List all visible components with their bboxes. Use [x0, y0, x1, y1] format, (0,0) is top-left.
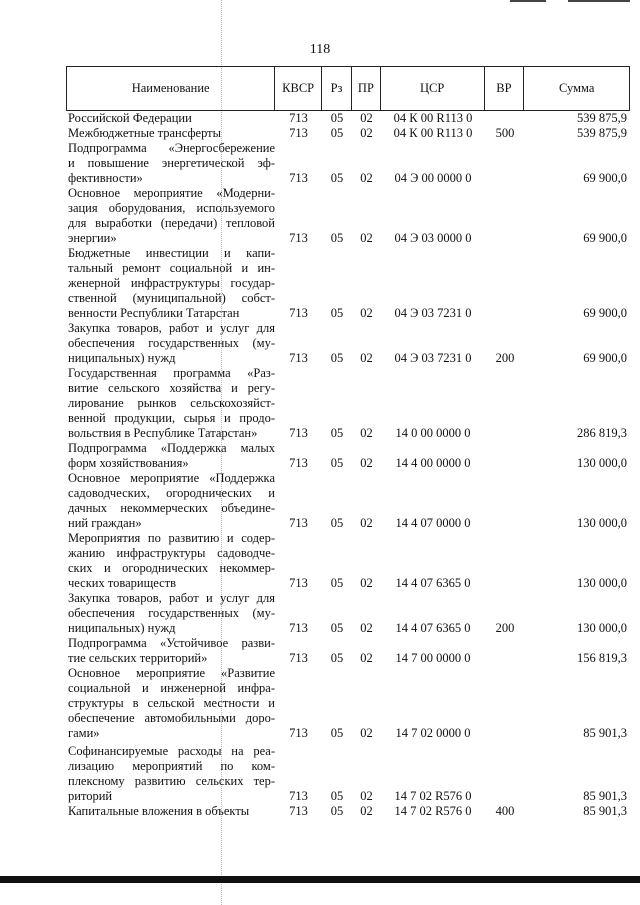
cell-name-line: ских и огороднических некоммер- — [68, 561, 275, 575]
cell-csr: 04 Э 03 0000 0 — [394, 231, 472, 245]
cell-rz: 05 — [330, 651, 344, 665]
table-header — [66, 66, 630, 111]
cell-rz: 05 — [330, 804, 344, 818]
cell-csr: 04 Э 03 7231 0 — [394, 351, 472, 365]
cell-rz: 05 — [330, 576, 344, 590]
cell-rz: 05 — [330, 306, 344, 320]
cell-kvsr: 713 — [289, 351, 308, 365]
cell-rz: 05 — [330, 351, 344, 365]
cell-pr: 02 — [360, 456, 373, 470]
cell-kvsr: 713 — [289, 726, 308, 740]
header-sum: Сумма — [558, 81, 595, 95]
cell-name — [66, 141, 275, 186]
cell-name-line: зация оборудования, используемого — [68, 201, 275, 215]
cell-csr: 14 7 02 R576 0 — [394, 804, 472, 818]
cell-pr: 02 — [360, 789, 373, 803]
cell-name-line: тие сельских территорий» — [68, 651, 208, 665]
cell-rz: 05 — [330, 171, 344, 185]
cell-name-line: плексному развитию сельских тер- — [68, 774, 275, 788]
cell-sum: 85 901,3 — [583, 804, 627, 818]
cell-kvsr: 713 — [289, 456, 308, 470]
cell-csr: 04 К 00 R113 0 — [393, 126, 473, 140]
cell-sum: 69 900,0 — [583, 351, 627, 365]
cell-pr: 02 — [360, 231, 373, 245]
cell-vr: 500 — [495, 126, 515, 140]
cell-name — [66, 111, 275, 126]
cell-name — [66, 666, 275, 741]
cell-rz: 05 — [330, 126, 344, 140]
cell-csr: 04 К 00 R113 0 — [393, 111, 473, 125]
table-row — [66, 666, 630, 741]
cell-rz: 05 — [330, 426, 344, 440]
table-row — [66, 141, 630, 186]
cell-pr: 02 — [360, 651, 373, 665]
cell-name-line: Софинансируемые расходы на реа- — [68, 744, 275, 758]
table-row — [66, 744, 630, 804]
cell-kvsr: 713 — [289, 516, 308, 530]
table-row — [66, 321, 630, 366]
cell-name — [66, 441, 275, 471]
cell-name-line: фективности» — [68, 171, 143, 185]
cell-pr: 02 — [360, 576, 373, 590]
cell-csr: 14 7 02 0000 0 — [395, 726, 471, 740]
cell-name-line: Основное мероприятие «Модерни- — [68, 186, 275, 200]
cell-name — [66, 591, 275, 636]
cell-name — [66, 186, 275, 246]
table-row — [66, 126, 630, 141]
header-name: Наименование — [67, 67, 275, 110]
cell-name-line: Закупка товаров, работ и услуг для — [68, 591, 275, 605]
table-row — [66, 246, 630, 321]
cell-kvsr: 713 — [289, 804, 308, 818]
cell-sum: 286 819,3 — [577, 426, 627, 440]
cell-name-line: форм хозяйствования» — [68, 456, 189, 470]
cell-kvsr: 713 — [289, 426, 308, 440]
table-row — [66, 111, 630, 126]
cell-vr: 400 — [495, 804, 515, 818]
cell-name — [66, 744, 275, 804]
cell-name — [66, 531, 275, 591]
cell-pr: 02 — [360, 126, 373, 140]
cell-rz: 05 — [330, 621, 344, 635]
cell-pr: 02 — [360, 171, 373, 185]
table-row — [66, 471, 630, 531]
cell-name-line: и повышение энергетической эф- — [68, 156, 275, 170]
cell-name-line: Подпрограмма «Поддержка малых — [68, 441, 275, 455]
table-row — [66, 186, 630, 246]
cell-pr: 02 — [360, 351, 373, 365]
cell-name-line: тальный ремонт социальной и ин- — [68, 261, 275, 275]
cell-name-line: Основное мероприятие «Развитие — [68, 666, 275, 680]
cell-name-line: обеспечения государственных (му- — [68, 606, 275, 620]
cell-csr: 14 7 00 0000 0 — [395, 651, 471, 665]
cell-sum: 69 900,0 — [583, 231, 627, 245]
cell-name-line: ний граждан» — [68, 516, 142, 530]
cell-name-line: Капитальные вложения в объекты — [68, 804, 250, 818]
cell-name-line: ственной (муниципальной) собст- — [68, 291, 275, 305]
cell-sum: 130 000,0 — [577, 516, 627, 530]
cell-name — [66, 636, 275, 666]
cell-sum: 156 819,3 — [577, 651, 627, 665]
cell-rz: 05 — [330, 516, 344, 530]
header-kvsr: КВСР — [275, 67, 322, 110]
cell-kvsr: 713 — [289, 306, 308, 320]
scan-top-marks — [510, 0, 630, 4]
cell-kvsr: 713 — [289, 171, 308, 185]
table-row — [66, 531, 630, 591]
cell-kvsr: 713 — [289, 789, 308, 803]
cell-pr: 02 — [360, 621, 373, 635]
table-row — [66, 366, 630, 441]
table-row — [66, 591, 630, 636]
cell-pr: 02 — [360, 726, 373, 740]
cell-rz: 05 — [330, 726, 344, 740]
cell-name — [66, 246, 275, 321]
table-row — [66, 441, 630, 471]
cell-vr: 200 — [495, 351, 515, 365]
cell-name-line: женерной инфраструктуры государ- — [68, 276, 275, 290]
cell-sum: 130 000,0 — [577, 621, 627, 635]
scan-bottom-edge — [0, 876, 640, 883]
cell-name-line: Подпрограмма «Энергосбережение — [68, 141, 275, 155]
page-number: 118 — [309, 42, 331, 57]
cell-rz: 05 — [330, 231, 344, 245]
table-row — [66, 636, 630, 666]
budget-table — [66, 66, 630, 819]
cell-csr: 14 4 07 6365 0 — [395, 621, 471, 635]
cell-name-line: социальной и инженерной инфра- — [68, 681, 275, 695]
cell-csr: 14 4 07 6365 0 — [395, 576, 471, 590]
cell-name-line: гами» — [68, 726, 100, 740]
header-pr: ПР — [352, 67, 381, 110]
cell-rz: 05 — [330, 789, 344, 803]
cell-csr: 14 0 00 0000 0 — [395, 426, 471, 440]
cell-name — [66, 471, 275, 531]
cell-csr: 04 Э 00 0000 0 — [394, 171, 472, 185]
cell-name-line: риторий — [68, 789, 113, 803]
cell-sum: 130 000,0 — [577, 576, 627, 590]
cell-rz: 05 — [330, 456, 344, 470]
cell-name-line: лизацию мероприятий по ком- — [68, 759, 275, 773]
cell-kvsr: 713 — [289, 651, 308, 665]
cell-kvsr: 713 — [289, 621, 308, 635]
cell-name-line: энергии» — [68, 231, 117, 245]
cell-rz: 05 — [330, 111, 344, 125]
cell-pr: 02 — [360, 306, 373, 320]
cell-name-line: для выработки (передачи) тепловой — [68, 216, 275, 230]
cell-name-line: дачных некоммерческих объедине- — [68, 501, 275, 515]
table-row — [66, 804, 630, 819]
cell-name-line: жанию инфраструктуры садоводче- — [68, 546, 275, 560]
cell-name-line: Мероприятия по развитию и содер- — [68, 531, 275, 545]
cell-name-line: Бюджетные инвестиции и капи- — [68, 246, 275, 260]
cell-name-line: садоводческих, огороднических и — [68, 486, 275, 500]
cell-csr: 14 4 00 0000 0 — [395, 456, 471, 470]
cell-pr: 02 — [360, 516, 373, 530]
cell-kvsr: 713 — [289, 231, 308, 245]
cell-name-line: Межбюджетные трансферты — [68, 126, 222, 140]
cell-name-line: обеспечения государственных (му- — [68, 336, 275, 350]
cell-name-line: Российской Федерации — [68, 111, 192, 125]
cell-name-line: структуры в сельской местности и — [68, 696, 275, 710]
cell-name-line: ниципальных) нужд — [68, 621, 176, 635]
cell-name — [66, 804, 275, 819]
cell-sum: 539 875,9 — [577, 126, 627, 140]
cell-kvsr: 713 — [289, 576, 308, 590]
cell-name — [66, 126, 275, 141]
cell-name — [66, 321, 275, 366]
cell-sum: 85 901,3 — [583, 726, 627, 740]
cell-sum: 130 000,0 — [577, 456, 627, 470]
cell-kvsr: 713 — [289, 111, 308, 125]
cell-name-line: Закупка товаров, работ и услуг для — [68, 321, 275, 335]
cell-csr: 04 Э 03 7231 0 — [394, 306, 472, 320]
cell-name-line: Подпрограмма «Устойчивое разви- — [68, 636, 275, 650]
cell-name-line: ческих товариществ — [68, 576, 177, 590]
cell-sum: 69 900,0 — [583, 306, 627, 320]
cell-pr: 02 — [360, 426, 373, 440]
cell-name-line: Основное мероприятие «Поддержка — [68, 471, 275, 485]
cell-name-line: венной продукции, сырья и продо- — [68, 411, 275, 425]
cell-pr: 02 — [360, 111, 373, 125]
cell-name — [66, 366, 275, 441]
cell-name-line: витие сельского хозяйства и регу- — [68, 381, 275, 395]
table-body — [66, 111, 630, 819]
cell-vr: 200 — [495, 621, 515, 635]
cell-name-line: лирование рынков сельскохозяйст- — [68, 396, 275, 410]
cell-pr: 02 — [360, 804, 373, 818]
cell-csr: 14 4 07 0000 0 — [395, 516, 471, 530]
cell-sum: 69 900,0 — [583, 171, 627, 185]
cell-sum: 539 875,9 — [577, 111, 627, 125]
cell-name-line: ниципальных) нужд — [68, 351, 176, 365]
cell-name-line: венности Республики Татарстан — [68, 306, 240, 320]
header-csr: ЦСР — [381, 67, 485, 110]
cell-sum: 85 901,3 — [583, 789, 627, 803]
header-rz: Рз — [322, 67, 352, 110]
cell-csr: 14 7 02 R576 0 — [394, 789, 472, 803]
cell-name-line: обеспечение автомобильными доро- — [68, 711, 275, 725]
cell-name-line: вольствия в Республике Татарстан» — [68, 426, 258, 440]
cell-kvsr: 713 — [289, 126, 308, 140]
cell-name-line: Государственная программа «Раз- — [68, 366, 275, 380]
header-vr: ВР — [485, 67, 525, 110]
